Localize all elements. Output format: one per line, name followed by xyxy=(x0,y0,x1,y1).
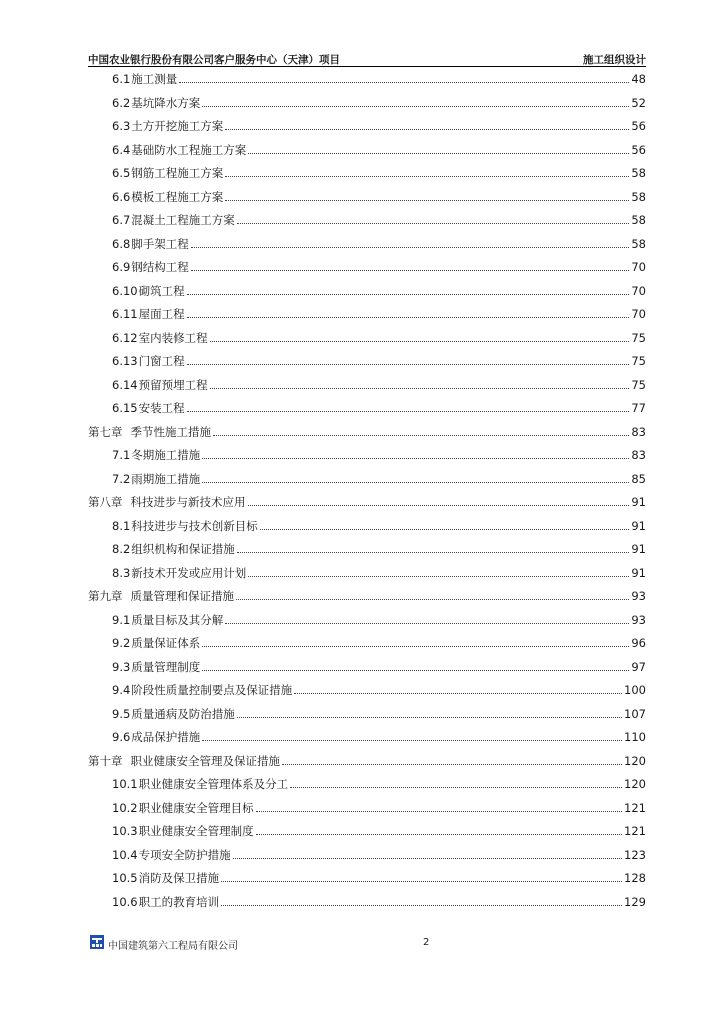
toc-section-entry[interactable] xyxy=(112,142,646,158)
toc-entry-number: 10.6 xyxy=(112,894,138,909)
toc-entry-number: 10.2 xyxy=(112,800,138,815)
toc-entry-page: 58 xyxy=(631,236,646,251)
toc-dot-leader xyxy=(237,552,630,553)
toc-entry-title: 质量管理和保证措施 xyxy=(130,589,234,603)
toc-entry-number: 第八章 xyxy=(88,495,123,509)
toc-entry-number: 6.7 xyxy=(112,213,131,227)
toc-entry-page: 77 xyxy=(631,401,646,415)
toc-entry-page: 107 xyxy=(624,706,646,721)
toc-entry-page: 120 xyxy=(624,777,646,791)
toc-entry-page: 93 xyxy=(631,589,646,603)
toc-entry-page: 129 xyxy=(624,894,646,909)
toc-entry-page: 75 xyxy=(631,330,646,345)
toc-entry-page: 52 xyxy=(631,95,646,110)
toc-section-entry[interactable] xyxy=(112,518,646,534)
toc-section-entry[interactable] xyxy=(112,706,646,722)
toc-entry-title: 季节性施工措施 xyxy=(130,424,211,439)
toc-chapter-entry[interactable] xyxy=(88,588,646,604)
toc-dot-leader xyxy=(256,811,622,812)
toc-dot-leader xyxy=(187,364,630,365)
cscec-logo-icon xyxy=(90,935,104,949)
toc-dot-leader xyxy=(290,787,622,788)
toc-dot-leader xyxy=(202,458,629,459)
toc-entry-number: 9.1 xyxy=(112,612,131,627)
toc-dot-leader xyxy=(260,529,630,530)
toc-entry-page: 56 xyxy=(631,119,646,133)
toc-dot-leader xyxy=(294,693,622,694)
toc-dot-leader xyxy=(187,411,630,412)
toc-entry-number: 8.1 xyxy=(112,518,131,533)
toc-section-entry[interactable] xyxy=(112,118,646,134)
toc-entry-page: 83 xyxy=(631,424,646,439)
toc-entry-title: 施工测量 xyxy=(131,72,178,86)
toc-dot-leader xyxy=(225,623,629,624)
toc-section-entry[interactable] xyxy=(112,541,646,557)
toc-entry-number: 第九章 xyxy=(88,589,123,603)
toc-entry-page: 58 xyxy=(631,166,646,180)
document-title: 施工组织设计 xyxy=(583,54,646,66)
toc-entry-page: 48 xyxy=(631,72,646,86)
toc-dot-leader xyxy=(248,576,629,577)
toc-section-entry[interactable] xyxy=(112,471,646,487)
toc-entry-page: 75 xyxy=(631,354,646,368)
toc-entry-number: 第十章 xyxy=(88,753,123,768)
toc-chapter-entry[interactable] xyxy=(88,494,646,510)
toc-entry-title: 模板工程施工方案 xyxy=(131,189,224,204)
toc-entry-page: 75 xyxy=(631,377,646,392)
toc-entry-title: 基坑降水方案 xyxy=(131,95,201,110)
page-number: 2 xyxy=(423,937,430,948)
toc-section-entry[interactable] xyxy=(112,565,646,581)
toc-entry-title: 职业健康安全管理体系及分工 xyxy=(138,777,289,791)
toc-entry-number: 6.15 xyxy=(112,401,138,415)
toc-entry-page: 70 xyxy=(631,307,646,321)
toc-dot-leader xyxy=(210,388,630,389)
toc-entry-title: 科技进步与技术创新目标 xyxy=(131,518,258,533)
page-header xyxy=(88,52,646,66)
toc-entry-number: 10.4 xyxy=(112,847,138,862)
toc-entry-title: 钢筋工程施工方案 xyxy=(131,166,224,180)
toc-entry-title: 质量通病及防治措施 xyxy=(131,706,235,721)
toc-entry-number: 7.1 xyxy=(112,448,131,462)
toc-dot-leader xyxy=(221,905,622,906)
toc-entry-number: 10.5 xyxy=(112,871,138,885)
toc-section-entry[interactable] xyxy=(112,259,646,275)
toc-entry-number: 6.5 xyxy=(112,166,131,180)
toc-entry-title: 职业健康安全管理目标 xyxy=(138,800,254,815)
toc-entry-page: 93 xyxy=(631,612,646,627)
toc-entry-number: 8.2 xyxy=(112,542,131,556)
toc-section-entry[interactable] xyxy=(112,212,646,228)
toc-dot-leader xyxy=(282,764,622,765)
toc-entry-number: 6.11 xyxy=(112,307,138,321)
toc-section-entry[interactable] xyxy=(112,612,646,628)
toc-entry-title: 基础防水工程施工方案 xyxy=(131,142,247,157)
toc-entry-title: 成品保护措施 xyxy=(131,730,201,744)
toc-section-entry[interactable] xyxy=(112,377,646,393)
toc-section-entry[interactable] xyxy=(112,400,646,416)
toc-entry-page: 91 xyxy=(631,495,646,509)
toc-dot-leader xyxy=(202,482,629,483)
toc-entry-page: 97 xyxy=(631,659,646,674)
toc-entry-number: 6.14 xyxy=(112,377,138,392)
toc-entry-number: 第七章 xyxy=(88,424,123,439)
toc-section-entry[interactable] xyxy=(112,353,646,369)
toc-dot-leader xyxy=(225,129,629,130)
toc-entry-title: 屋面工程 xyxy=(138,307,185,321)
footer-company: 中国建筑第六工程局有限公司 xyxy=(108,941,238,952)
page-footer xyxy=(90,935,646,951)
toc-entry-number: 6.3 xyxy=(112,119,131,133)
toc-section-entry[interactable] xyxy=(112,306,646,322)
toc-entry-page: 96 xyxy=(631,636,646,650)
toc-entry-number: 6.12 xyxy=(112,330,138,345)
toc-section-entry[interactable] xyxy=(112,800,646,816)
toc-section-entry[interactable] xyxy=(112,823,646,839)
toc-entry-page: 91 xyxy=(631,565,646,580)
toc-entry-page: 70 xyxy=(631,283,646,298)
toc-section-entry[interactable] xyxy=(112,729,646,745)
toc-section-entry[interactable] xyxy=(112,776,646,792)
toc-section-entry[interactable] xyxy=(112,283,646,299)
toc-section-entry[interactable] xyxy=(112,894,646,910)
toc-entry-number: 6.8 xyxy=(112,236,131,251)
toc-entry-number: 9.2 xyxy=(112,636,131,650)
toc-entry-page: 58 xyxy=(631,213,646,227)
toc-entry-page: 56 xyxy=(631,142,646,157)
toc-entry-title: 脚手架工程 xyxy=(131,236,189,251)
toc-chapter-entry[interactable] xyxy=(88,424,646,440)
toc-entry-page: 100 xyxy=(624,683,646,697)
toc-section-entry[interactable] xyxy=(112,870,646,886)
toc-dot-leader xyxy=(202,106,629,107)
toc-entry-title: 组织机构和保证措施 xyxy=(131,542,235,556)
toc-entry-title: 质量管理制度 xyxy=(131,659,201,674)
toc-entry-title: 职业健康安全管理制度 xyxy=(138,824,254,838)
toc-entry-title: 质量保证体系 xyxy=(131,636,201,650)
toc-dot-leader xyxy=(221,881,622,882)
toc-entry-page: 123 xyxy=(624,847,646,862)
toc-entry-number: 9.3 xyxy=(112,659,131,674)
toc-section-entry[interactable] xyxy=(112,95,646,111)
toc-dot-leader xyxy=(237,223,630,224)
toc-entry-title: 阶段性质量控制要点及保证措施 xyxy=(131,683,293,697)
toc-entry-page: 58 xyxy=(631,189,646,204)
toc-entry-number: 9.6 xyxy=(112,730,131,744)
toc-entry-number: 10.1 xyxy=(112,777,138,791)
toc-entry-title: 雨期施工措施 xyxy=(131,471,201,486)
toc-chapter-entry[interactable] xyxy=(88,753,646,769)
toc-section-entry[interactable] xyxy=(112,635,646,651)
toc-entry-title: 职工的教育培训 xyxy=(138,894,220,909)
toc-entry-page: 91 xyxy=(631,518,646,533)
toc-section-entry[interactable] xyxy=(112,847,646,863)
toc-entry-number: 9.5 xyxy=(112,706,131,721)
toc-entry-title: 消防及保卫措施 xyxy=(138,871,220,885)
toc-section-entry[interactable] xyxy=(112,165,646,181)
toc-section-entry[interactable] xyxy=(112,189,646,205)
toc-entry-number: 10.3 xyxy=(112,824,138,838)
toc-entry-number: 6.13 xyxy=(112,354,138,368)
toc-dot-leader xyxy=(236,599,629,600)
toc-entry-number: 7.2 xyxy=(112,471,131,486)
toc-entry-title: 门窗工程 xyxy=(138,354,185,368)
toc-entry-number: 6.9 xyxy=(112,260,131,274)
toc-section-entry[interactable] xyxy=(112,682,646,698)
toc-dot-leader xyxy=(202,646,629,647)
toc-entry-number: 8.3 xyxy=(112,565,131,580)
toc-dot-leader xyxy=(187,317,630,318)
toc-entry-title: 室内装修工程 xyxy=(138,330,208,345)
toc-entry-page: 121 xyxy=(624,800,646,815)
toc-entry-page: 120 xyxy=(624,753,646,768)
toc-section-entry[interactable] xyxy=(112,71,646,87)
toc-dot-leader xyxy=(202,740,622,741)
toc-entry-number: 6.6 xyxy=(112,189,131,204)
toc-entry-page: 83 xyxy=(631,448,646,462)
toc-section-entry[interactable] xyxy=(112,236,646,252)
toc-dot-leader xyxy=(233,858,622,859)
toc-entry-title: 砌筑工程 xyxy=(138,283,185,298)
toc-dot-leader xyxy=(187,294,630,295)
toc-entry-page: 110 xyxy=(624,730,646,744)
toc-entry-number: 6.4 xyxy=(112,142,131,157)
toc-entry-number: 9.4 xyxy=(112,683,131,697)
toc-entry-title: 质量目标及其分解 xyxy=(131,612,224,627)
toc-section-entry[interactable] xyxy=(112,659,646,675)
header-divider xyxy=(88,66,646,67)
toc-entry-title: 专项安全防护措施 xyxy=(138,847,231,862)
toc-entry-page: 70 xyxy=(631,260,646,274)
toc-entry-title: 安装工程 xyxy=(138,401,185,415)
toc-dot-leader xyxy=(225,200,629,201)
toc-entry-page: 121 xyxy=(624,824,646,838)
toc-dot-leader xyxy=(210,341,630,342)
toc-entry-title: 职业健康安全管理及保证措施 xyxy=(130,753,280,768)
project-title: 中国农业银行股份有限公司客户服务中心（天津）项目 xyxy=(88,54,340,66)
toc-dot-leader xyxy=(248,153,629,154)
toc-entry-number: 6.2 xyxy=(112,95,131,110)
toc-section-entry[interactable] xyxy=(112,447,646,463)
toc-section-entry[interactable] xyxy=(112,330,646,346)
toc-entry-title: 预留预埋工程 xyxy=(138,377,208,392)
toc-dot-leader xyxy=(191,247,630,248)
toc-entry-title: 混凝土工程施工方案 xyxy=(131,213,235,227)
toc-entry-title: 土方开挖施工方案 xyxy=(131,119,224,133)
toc-entry-number: 6.10 xyxy=(112,283,138,298)
toc-entry-page: 85 xyxy=(631,471,646,486)
toc-entry-number: 6.1 xyxy=(112,72,131,86)
toc-dot-leader xyxy=(202,670,629,671)
toc-dot-leader xyxy=(248,505,630,506)
toc-dot-leader xyxy=(237,717,622,718)
toc-dot-leader xyxy=(191,270,630,271)
toc-entry-page: 91 xyxy=(631,542,646,556)
toc-entry-page: 128 xyxy=(624,871,646,885)
toc-dot-leader xyxy=(213,435,629,436)
toc-entry-title: 新技术开发或应用计划 xyxy=(131,565,247,580)
toc-dot-leader xyxy=(225,176,629,177)
toc-entry-title: 科技进步与新技术应用 xyxy=(130,495,246,509)
toc-entry-title: 钢结构工程 xyxy=(131,260,189,274)
toc-dot-leader xyxy=(256,834,622,835)
toc-entry-title: 冬期施工措施 xyxy=(131,448,201,462)
toc-dot-leader xyxy=(179,82,629,83)
